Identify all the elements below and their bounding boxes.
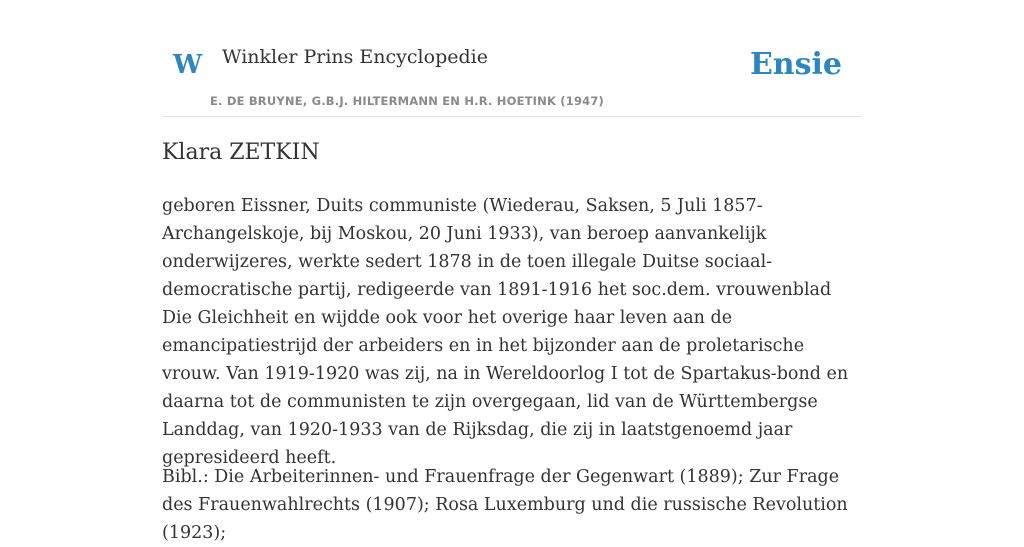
site-header bbox=[162, 0, 862, 117]
winkler-prins-logo-icon[interactable]: W bbox=[173, 50, 203, 80]
article-bibliography: Bibl.: Die Arbeiterinnen- und Frauenfrage der Gegenwart (1889); Zur Frage des Frauenwahlrechts (1907); Rosa Luxemburg und die russische Revolution (1923); bbox=[162, 467, 848, 543]
page-container bbox=[162, 0, 862, 543]
ensie-logo[interactable]: Ensie bbox=[749, 47, 842, 82]
site-title[interactable]: Winkler Prins Encyclopedie bbox=[222, 46, 488, 68]
article-title: Klara ZETKIN bbox=[162, 140, 320, 165]
authors-subtitle: E. DE BRUYNE, G.B.J. HILTERMANN EN H.R. HOETINK (1947) bbox=[210, 94, 605, 108]
article-body: geboren Eissner, Duits communiste (Wiederau, Saksen, 5 Juli 1857-Archangelskoje, bij Moskou, 20 Juni 1933), van beroep aanvankelijk onderwijzeres, werkte sedert 1878 in de toen illegale Duitse sociaal-democratische partij, redigeerde van 1891-1916 het soc.dem. vrouwenblad Die Gleichheit en wijdde ook voor het overige haar leven aan de emancipatiestrijd der arbeiders en in het bijzonder aan de proletarische vrouw. Van 1919-1920 was zij, na in Wereldoorlog I tot de Spartakus-bond en daarna tot de communisten te zijn overgegaan, lid van de Württembergse Landdag, van 1920-1933 van de Rijksdag, die zij in laatstgenoemd jaar gepresideerd heeft. bbox=[162, 196, 849, 468]
